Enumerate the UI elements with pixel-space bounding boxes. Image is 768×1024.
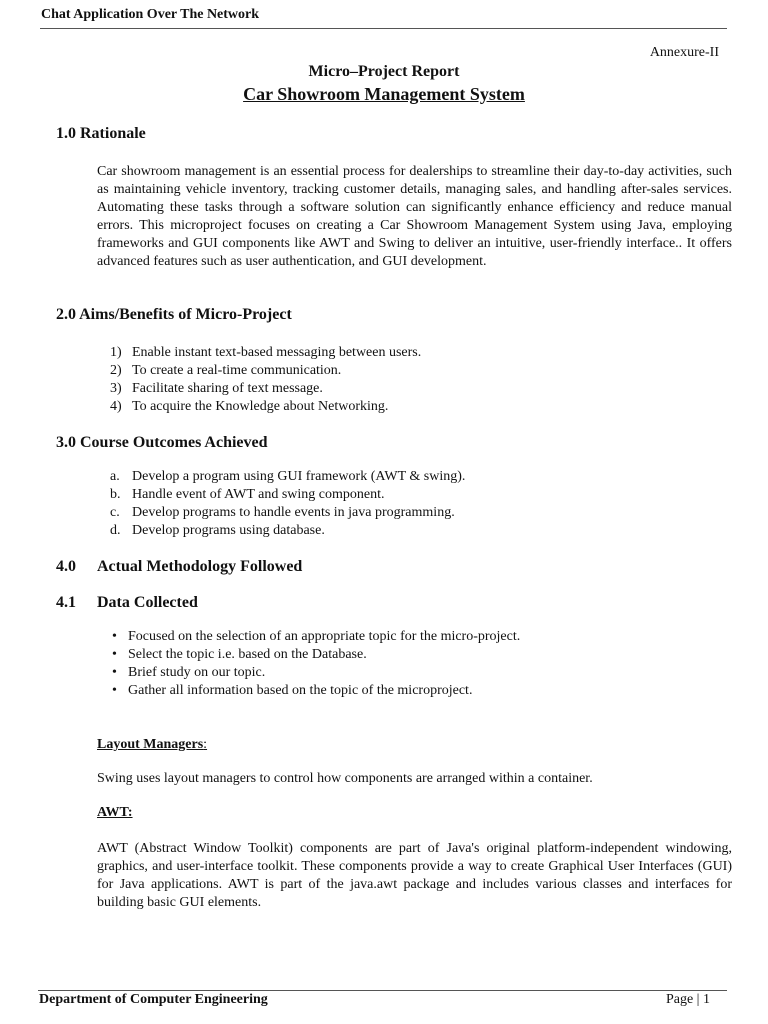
list-marker: 1) (110, 345, 122, 360)
list-item-text: Brief study on our topic. (128, 665, 266, 680)
rationale-paragraph: Car showroom management is an essential process for dealerships to streamline their day-to-day activities, such as maintaining vehicle inventory, tracking customer details, managing sales, and handling after-sales services. Automating these tasks through a software solution can significantly enhance efficiency and reduce manual errors. This microproject focuses on creating a Car Showroom Management System using Java, employing frameworks and GUI components like AWT and Swing to deliver an intuitive, user-friendly interface.. It offers advanced features such as user authentication, and GUI development. (97, 164, 732, 269)
data-collected-list (112, 628, 722, 700)
list-item (112, 664, 722, 682)
annexure-label: Annexure-II (649, 45, 719, 60)
list-item-text: Develop programs using database. (132, 523, 325, 538)
header-divider (40, 28, 727, 29)
bullet-icon: • (112, 683, 117, 698)
list-item-text: Develop programs to handle events in java programming. (132, 505, 455, 520)
list-marker: b. (110, 487, 121, 502)
section-number: 2.0 (56, 306, 76, 323)
section-title: Actual Methodology Followed (97, 558, 303, 575)
list-item (110, 504, 710, 522)
awt-heading: AWT: (97, 805, 133, 820)
section-heading-aims (56, 306, 292, 324)
footer-divider (38, 990, 727, 991)
subheading-colon: : (203, 737, 208, 752)
list-item (110, 344, 710, 362)
layout-managers-heading (97, 737, 207, 753)
list-marker: a. (110, 469, 120, 484)
section-number: 1.0 (56, 125, 76, 142)
list-item-text: Handle event of AWT and swing component. (132, 487, 385, 502)
list-item (110, 486, 710, 504)
page-header-title: Chat Application Over The Network (41, 7, 260, 22)
section-title: Course Outcomes Achieved (80, 434, 268, 451)
list-item-text: Facilitate sharing of text message. (132, 381, 323, 396)
section-heading-methodology (56, 558, 302, 576)
list-item (112, 646, 722, 664)
list-item-text: Develop a program using GUI framework (AWT & swing). (132, 469, 466, 484)
list-item (110, 380, 710, 398)
list-item (112, 628, 722, 646)
list-item (110, 522, 710, 540)
section-number: 4.0 (56, 558, 76, 575)
section-title: Data Collected (97, 594, 198, 611)
list-item-text: Focused on the selection of an appropriate topic for the micro-project. (128, 629, 521, 644)
page-number: Page | 1 (665, 992, 710, 1007)
list-item (110, 468, 710, 486)
list-item-text: Gather all information based on the topic of the microproject. (128, 683, 473, 698)
list-marker: 3) (110, 381, 122, 396)
section-title: Rationale (80, 125, 146, 142)
bullet-icon: • (112, 665, 117, 680)
aims-list (110, 344, 710, 416)
bullet-icon: • (112, 629, 117, 644)
report-title: Car Showroom Management System (243, 84, 525, 104)
bullet-icon: • (112, 647, 117, 662)
list-item-text: Select the topic i.e. based on the Database. (128, 647, 367, 662)
list-marker: 4) (110, 399, 122, 414)
list-item-text: To acquire the Knowledge about Networking. (132, 399, 389, 414)
list-item (112, 682, 722, 700)
report-subtitle: Micro–Project Report (308, 63, 460, 80)
list-marker: c. (110, 505, 120, 520)
list-item-text: Enable instant text-based messaging between users. (132, 345, 422, 360)
list-item (110, 398, 710, 416)
list-marker: 2) (110, 363, 122, 378)
subheading-text: Layout Managers (97, 737, 204, 752)
section-heading-outcomes (56, 434, 268, 452)
section-title: Aims/Benefits of Micro-Project (79, 306, 292, 323)
awt-paragraph: AWT (Abstract Window Toolkit) components are part of Java's original platform-independent windowing, graphics, and user-interface toolkit. These components provide a way to create Graphical User Interfaces (GUI) for Java applications. AWT is part of the java.awt package and includes various classes and interfaces for building basic GUI elements. (97, 841, 732, 910)
footer-department: Department of Computer Engineering (39, 992, 268, 1007)
layout-managers-paragraph: Swing uses layout managers to control how components are arranged within a container. (97, 771, 593, 786)
section-heading-data-collected (56, 594, 198, 612)
list-marker: d. (110, 523, 121, 538)
list-item (110, 362, 710, 380)
section-number: 4.1 (56, 594, 76, 611)
outcomes-list (110, 468, 710, 540)
list-item-text: To create a real-time communication. (132, 363, 342, 378)
section-heading-rationale (56, 125, 146, 143)
section-number: 3.0 (56, 434, 76, 451)
